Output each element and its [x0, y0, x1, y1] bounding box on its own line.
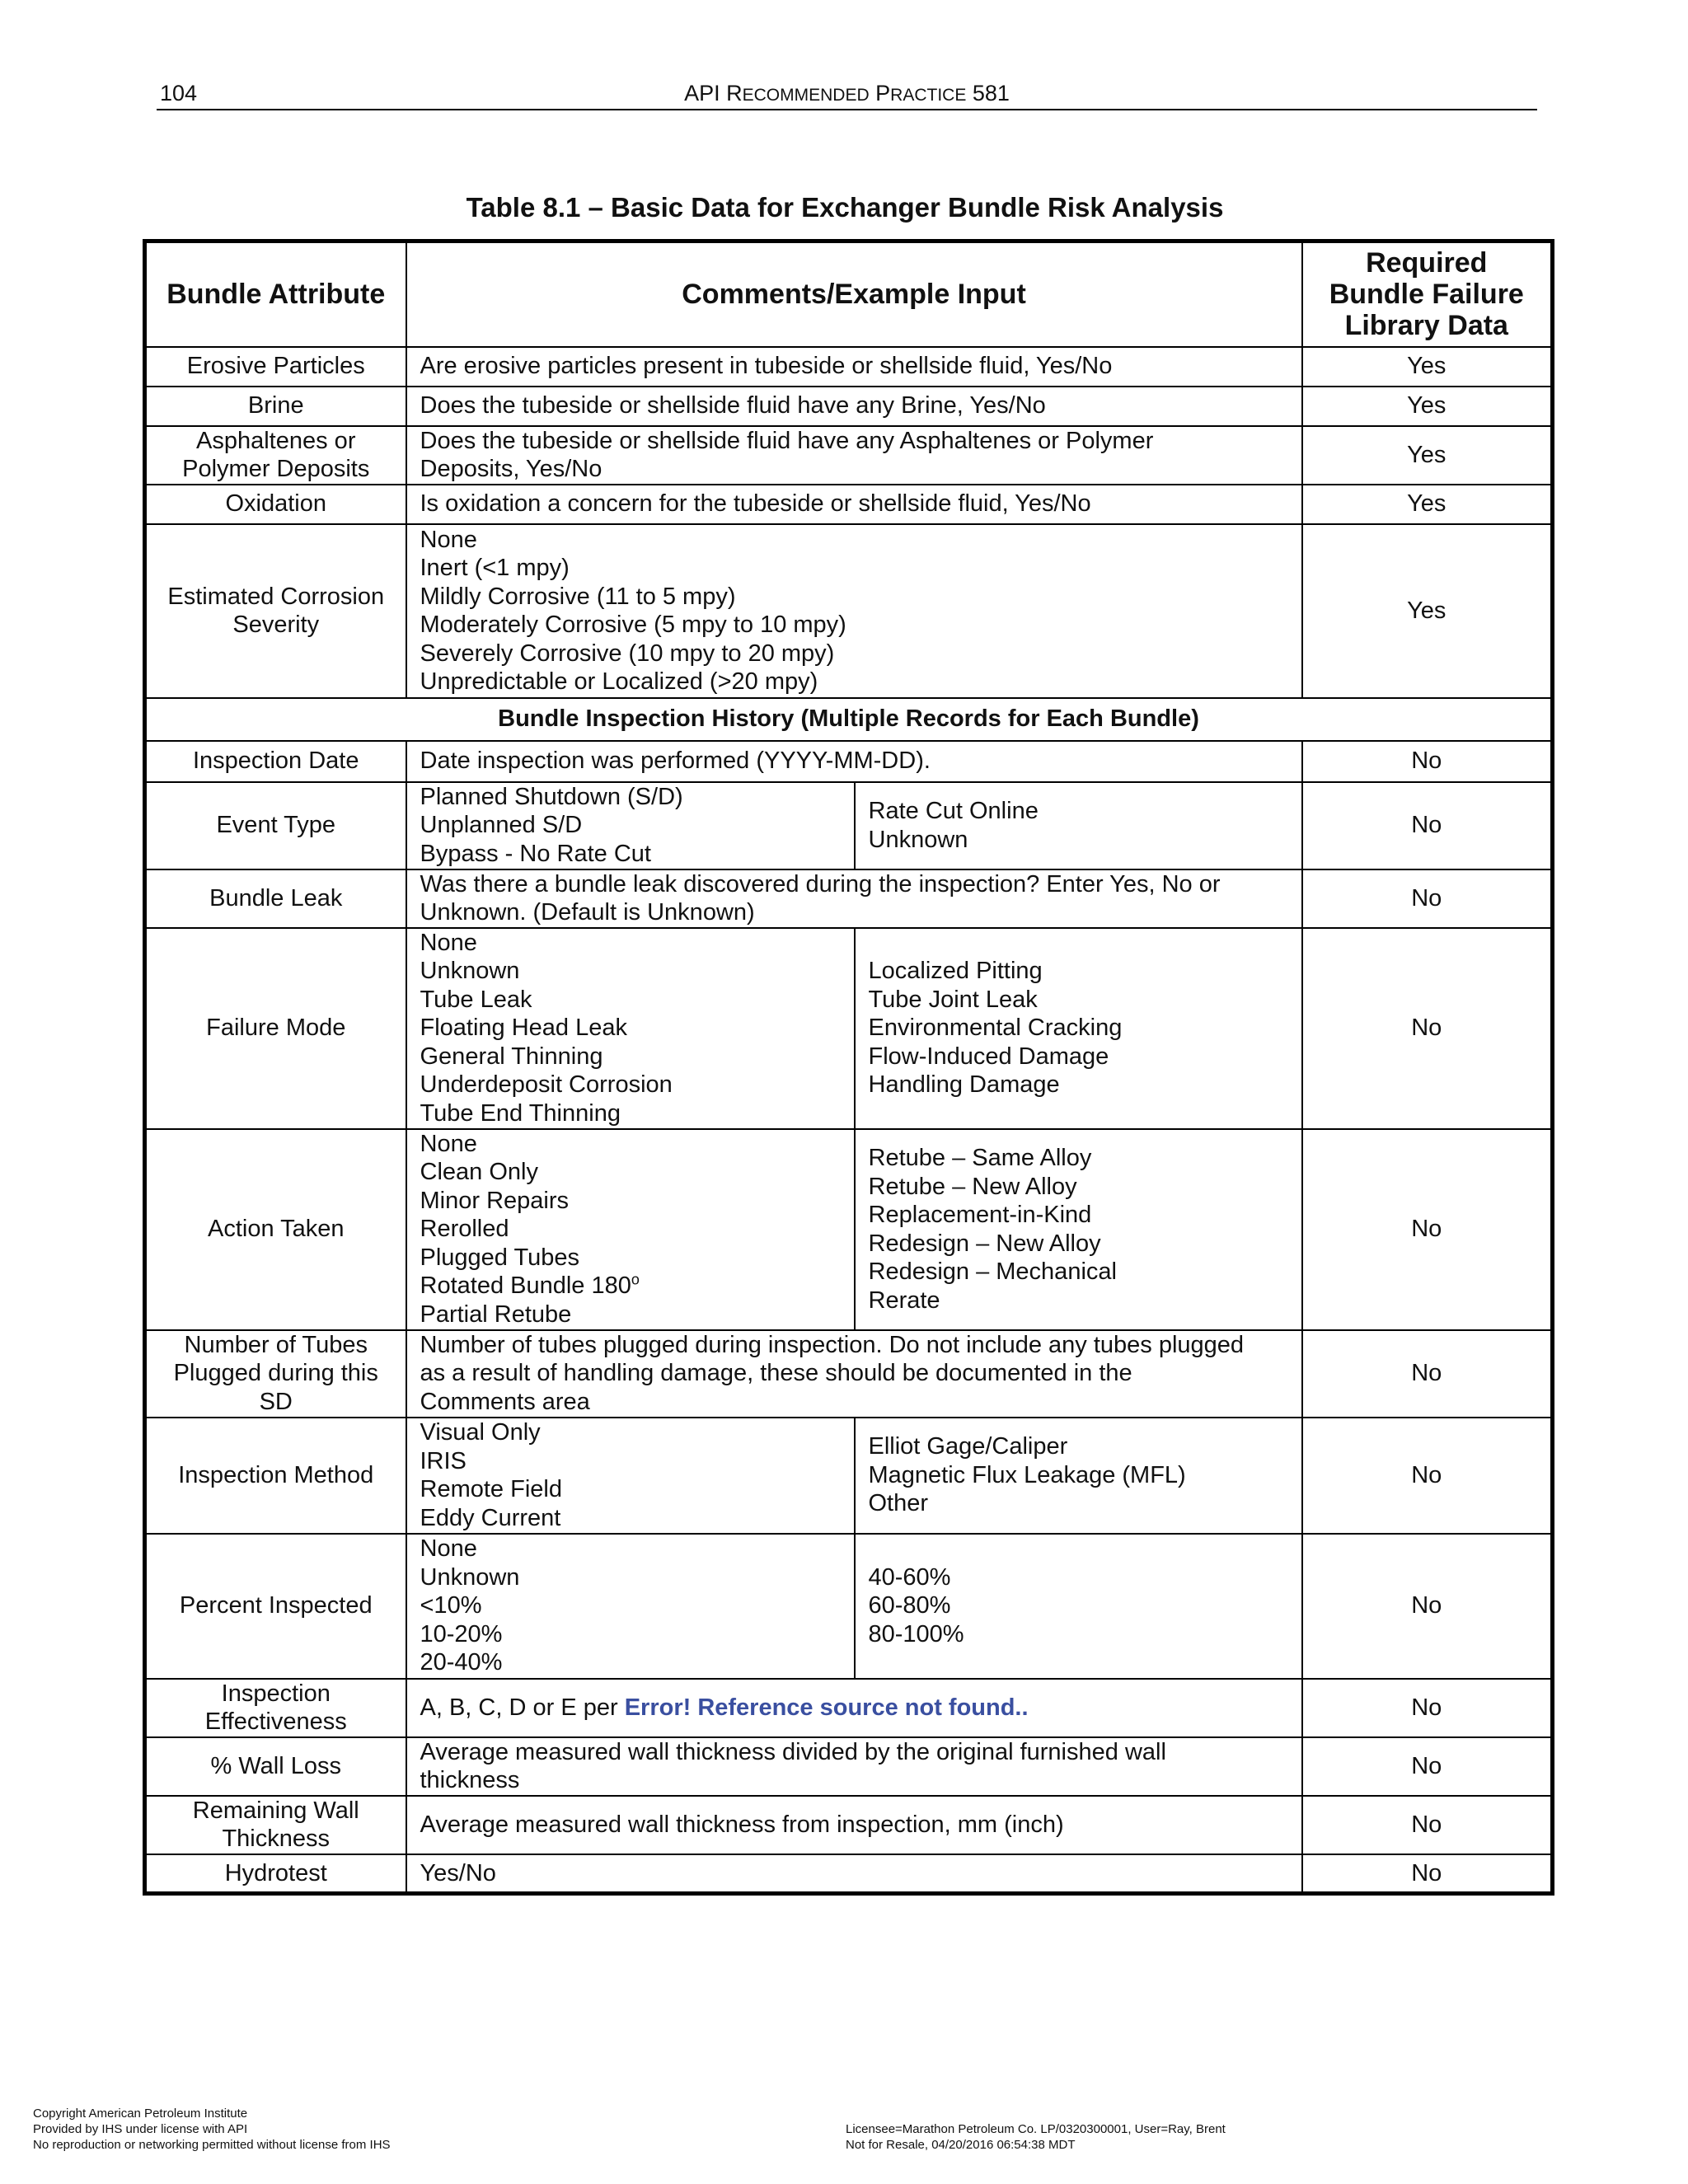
row-options-right: Localized Pitting Tube Joint Leak Environmental Cracking Flow-Induced Damage Handling Damage — [855, 928, 1302, 1129]
row-attribute: Remaining Wall Thickness — [145, 1796, 406, 1854]
footer-copyright: Copyright American Petroleum Institute Provided by IHS under license with API No reproduction or networking permitted without license from IHS — [33, 2107, 391, 2152]
row-attribute: Failure Mode — [145, 928, 406, 1129]
row-required: No — [1302, 1418, 1553, 1534]
row-attribute: Erosive Particles — [145, 347, 406, 387]
row-attribute: Inspection Method — [145, 1418, 406, 1534]
table-row — [145, 426, 1553, 485]
row-options-left: None Unknown Tube Leak Floating Head Leak General Thinning Underdeposit Corrosion Tube End Thinning — [406, 928, 855, 1129]
row-attribute: Inspection Date — [145, 741, 406, 782]
page-number: 104 — [160, 81, 198, 105]
row-comment: Number of tubes plugged during inspection. Do not include any tubes plugged as a result of handling damage, these should be documented in the Comments area — [406, 1330, 1302, 1418]
row-options-right: Rate Cut Online Unknown — [855, 782, 1302, 869]
reference-error-link[interactable]: Error! Reference source not found. — [624, 1694, 1022, 1721]
table-row — [145, 1418, 1553, 1534]
table-row — [145, 1854, 1553, 1894]
row-required: Yes — [1302, 485, 1553, 524]
row-required: No — [1302, 928, 1553, 1129]
row-options-left: None Clean Only Minor Repairs Rerolled Plugged Tubes Rotated Bundle 180$^o$ Partial Retube — [406, 1129, 855, 1330]
row-required: Yes — [1302, 426, 1553, 485]
row-required: No — [1302, 1129, 1553, 1330]
table-row — [145, 1796, 1553, 1854]
row-required: No — [1302, 782, 1553, 869]
table-row — [145, 1534, 1553, 1679]
row-comment: Date inspection was performed (YYYY-MM-DD). — [406, 741, 1302, 782]
row-required: No — [1302, 1534, 1553, 1679]
row-attribute: Number of Tubes Plugged during this SD — [145, 1330, 406, 1418]
row-required: No — [1302, 1330, 1553, 1418]
page-header — [157, 76, 1537, 110]
row-comment: Are erosive particles present in tubeside or shellside fluid, Yes/No — [406, 347, 1302, 387]
row-attribute: Event Type — [145, 782, 406, 869]
row-required: Yes — [1302, 347, 1553, 387]
row-options-right: Retube – Same Alloy Retube – New Alloy Replacement-in-Kind Redesign – New Alloy Redesign – Mechanical Rerate — [855, 1129, 1302, 1330]
row-options-right: 40-60% 60-80% 80-100% — [855, 1534, 1302, 1679]
row-comment: Was there a bundle leak discovered during the inspection? Enter Yes, No or Unknown. (Default is Unknown) — [406, 869, 1302, 928]
row-required: No — [1302, 1737, 1553, 1796]
row-attribute: Percent Inspected — [145, 1534, 406, 1679]
row-attribute: Inspection Effectiveness — [145, 1679, 406, 1737]
table-row — [145, 524, 1553, 698]
row-options: None Inert (<1 mpy) Mildly Corrosive (11 to 5 mpy) Moderately Corrosive (5 mpy to 10 mpy) Severely Corrosive (10 mpy to 20 mpy) Unpredictable or Localized (>20 mpy) — [406, 524, 1302, 698]
row-required: No — [1302, 741, 1553, 782]
row-comment: Yes/No — [406, 1854, 1302, 1894]
table-row — [145, 741, 1553, 782]
row-attribute: Action Taken — [145, 1129, 406, 1330]
bundle-data-table — [143, 239, 1554, 1896]
degree-sign: o — [631, 1271, 640, 1288]
row-attribute: Brine — [145, 387, 406, 426]
row-comment: Average measured wall thickness from inspection, mm (inch) — [406, 1796, 1302, 1854]
row-comment: Does the tubeside or shellside fluid have any Brine, Yes/No — [406, 387, 1302, 426]
table-row — [145, 1737, 1553, 1796]
row-options-left: Planned Shutdown (S/D) Unplanned S/D Bypass - No Rate Cut — [406, 782, 855, 869]
row-attribute: Estimated Corrosion Severity — [145, 524, 406, 698]
row-required: No — [1302, 1854, 1553, 1894]
row-attribute: Bundle Leak — [145, 869, 406, 928]
running-title: API RECOMMENDED PRACTICE 581 — [684, 81, 1010, 105]
table-row — [145, 928, 1553, 1129]
row-attribute: Hydrotest — [145, 1854, 406, 1894]
table-row — [145, 347, 1553, 387]
table-row — [145, 485, 1553, 524]
row-required: No — [1302, 1796, 1553, 1854]
table-row — [145, 782, 1553, 869]
section-header-row — [145, 698, 1553, 741]
footer-license: Licensee=Marathon Petroleum Co. LP/0320300001, User=Ray, Brent Not for Resale, 04/20/2016 06:54:38 MDT — [846, 2122, 1226, 2152]
table-row — [145, 387, 1553, 426]
header-bundle-attribute: Bundle Attribute — [145, 241, 406, 347]
row-attribute: Oxidation — [145, 485, 406, 524]
row-comment: Does the tubeside or shellside fluid have any Asphaltenes or Polymer Deposits, Yes/No — [406, 426, 1302, 485]
table-row — [145, 869, 1553, 928]
row-options-left: Visual Only IRIS Remote Field Eddy Current — [406, 1418, 855, 1534]
row-required: No — [1302, 869, 1553, 928]
row-required: No — [1302, 1679, 1553, 1737]
row-required: Yes — [1302, 387, 1553, 426]
row-attribute: Asphaltenes or Polymer Deposits — [145, 426, 406, 485]
header-required-library: Required Bundle Failure Library Data — [1302, 241, 1553, 347]
row-attribute: % Wall Loss — [145, 1737, 406, 1796]
table-row — [145, 1679, 1553, 1737]
row-options-left: None Unknown <10% 10-20% 20-40% — [406, 1534, 855, 1679]
row-required: Yes — [1302, 524, 1553, 698]
row-comment: Average measured wall thickness divided by the original furnished wall thickness — [406, 1737, 1302, 1796]
table-header-row — [145, 241, 1553, 347]
table-row — [145, 1129, 1553, 1330]
row-comment: A, B, C, D or E per Error! Reference source not found.. — [406, 1679, 1302, 1737]
section-title: Bundle Inspection History (Multiple Records for Each Bundle) — [145, 698, 1553, 741]
table-row — [145, 1330, 1553, 1418]
row-options-right: Elliot Gage/Caliper Magnetic Flux Leakage (MFL) Other — [855, 1418, 1302, 1534]
table-title: Table 8.1 – Basic Data for Exchanger Bundle Risk Analysis — [466, 192, 1224, 223]
row-comment: Is oxidation a concern for the tubeside or shellside fluid, Yes/No — [406, 485, 1302, 524]
header-comments: Comments/Example Input — [406, 241, 1302, 347]
